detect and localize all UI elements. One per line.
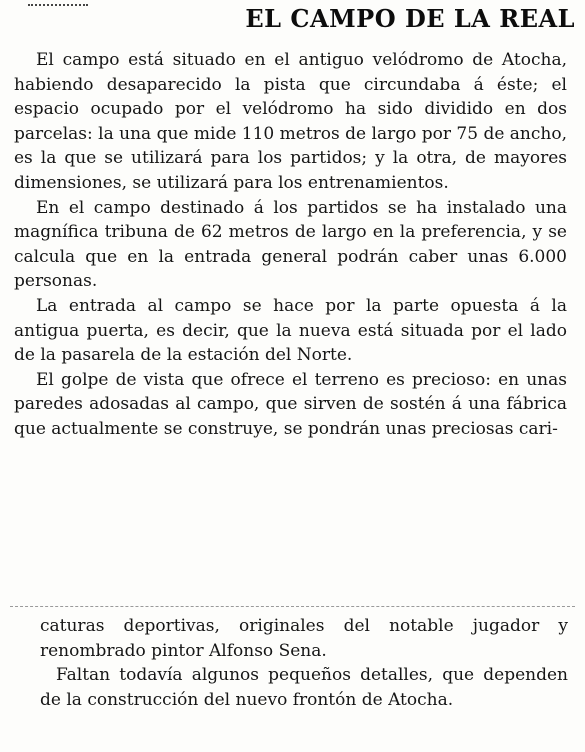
paragraph: El campo está situado en el antiguo velódromo de Atocha, habiendo desaparecido la pista que circundaba á éste; el espacio ocupado por el velódromo ha sido dividido en dos parcelas: la una que mide 110 metros de largo por 75 de ancho, es la que se utilizará para los partidos; y la otra, de mayores dimensiones, se utilizará para los entrenamientos. xyxy=(14,50,567,193)
paragraph: La entrada al campo se hace por la parte opuesta á la antigua puerta, es decir, que la nueva está situada por el lado de la pasarela de la estación del Norte. xyxy=(14,295,567,366)
paragraph: El golpe de vista que ofrece el terreno es precioso: en unas paredes adosadas al campo, que sirven de sostén á una fábrica que actualmente se construye, se pondrán unas preciosas cari- xyxy=(14,369,567,439)
article-title: EL CAMPO DE LA REAL xyxy=(245,4,575,33)
paragraph: caturas deportivas, originales del notable jugador y renombrado pintor Alfonso Sena. xyxy=(40,616,568,661)
article-continuation xyxy=(40,614,568,712)
paragraph: En el campo destinado á los partidos se ha instalado una magnífica tribuna de 62 metros de largo en la preferencia, y se calcula que en la entrada general podrán caber unas 6.000 personas. xyxy=(14,197,567,292)
paragraph: Faltan todavía algunos pequeños detalles, que dependen de la construcción del nuevo frontón de Atocha. xyxy=(40,665,568,710)
top-rule xyxy=(28,4,88,6)
column-cut-line xyxy=(10,606,575,607)
article-body xyxy=(14,48,567,442)
